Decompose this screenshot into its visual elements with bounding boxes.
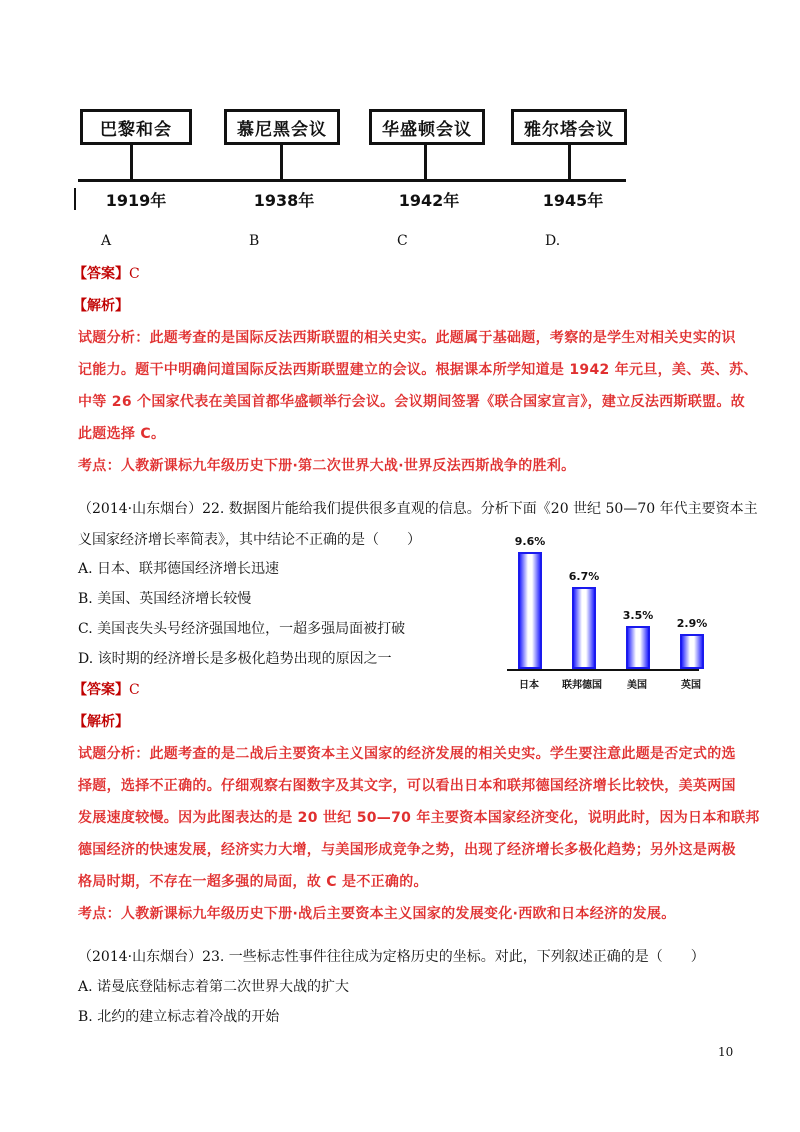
chart-baseline [507, 669, 699, 671]
timeline-year: 1945年 [542, 191, 604, 210]
timeline-event-paris [80, 109, 192, 145]
timeline-event-munich [224, 109, 340, 145]
analysis-tag: 【解析】 [73, 298, 129, 314]
analysis-line: 发展速度较慢。因为此图表达的是 20 世纪 50—70 年主要资本国家经济变化，说明此时，因为日本和联邦 [78, 810, 760, 826]
chart-bar [680, 634, 704, 669]
kaodian-line: 考点：人教新课标九年级历史下册·战后主要资本主义国家的发展变化·西欧和日本经济的发展。 [78, 906, 676, 922]
answer-tag: 【答案】 [73, 682, 129, 698]
analysis-line: 试题分析：此题考查的是国际反法西斯联盟的相关史实。此题属于基础题，考察的是学生对相关史实的识 [78, 330, 736, 346]
chart-category-label: 联邦德国 [562, 680, 602, 691]
timeline-stem [424, 145, 427, 181]
event-label: 慕尼黑会议 [237, 119, 327, 140]
event-label: 雅尔塔会议 [524, 119, 614, 140]
option-line: C. 美国丧失头号经济强国地位，一超多强局面被打破 [78, 621, 406, 637]
timeline-year: 1919年 [105, 191, 167, 210]
analysis-line: 中等 26 个国家代表在美国首都华盛顿举行会议。会议期间签署《联合国家宣言》，建立反法西斯联盟。故 [78, 394, 745, 410]
answer-value: C [129, 266, 140, 282]
analysis-line: 试题分析：此题考查的是二战后主要资本主义国家的经济发展的相关史实。学生要注意此题是否定式的选 [78, 746, 736, 762]
answer-value: C [129, 682, 140, 698]
chart-category-label: 英国 [681, 680, 701, 691]
timeline-left-tick [74, 188, 76, 210]
timeline-stem [130, 145, 133, 181]
question-stem: （2014·山东烟台）22. 数据图片能给我们提供很多直观的信息。分析下面《20 世纪 50—70 年代主要资本主 [78, 501, 758, 517]
option-line: D. 该时期的经济增长是多极化趋势出现的原因之一 [78, 651, 392, 667]
analysis-tag: 【解析】 [73, 714, 129, 730]
analysis-line: 格局时期，不存在一超多强的局面，故 C 是不正确的。 [78, 874, 428, 890]
timeline-year: 1938年 [253, 191, 315, 210]
option-line: B. 美国、英国经济增长较慢 [78, 591, 252, 607]
answer-line [73, 263, 140, 283]
analysis-line: 择题，选择不正确的。仔细观察右图数字及其文字，可以看出日本和联邦德国经济增长比较快，美英两国 [78, 778, 736, 794]
option-c: C [397, 233, 408, 249]
option-a: A [101, 233, 112, 249]
option-line: A. 诺曼底登陆标志着第二次世界大战的扩大 [78, 979, 350, 995]
question-stem: （2014·山东烟台）23. 一些标志性事件往往成为定格历史的坐标。对此，下列叙述正确的是（ ） [78, 949, 705, 965]
event-label: 巴黎和会 [100, 119, 172, 140]
timeline-stem [568, 145, 571, 181]
question-stem: 义国家经济增长率简表》，其中结论不正确的是（ ） [78, 532, 421, 548]
analysis-line: 记能力。题干中明确问道国际反法西斯联盟建立的会议。根据课本所学知道是 1942 年元旦，美、英、苏、 [78, 362, 758, 378]
kaodian-line: 考点：人教新课标九年级历史下册·第二次世界大战·世界反法西斯战争的胜利。 [78, 458, 576, 474]
chart-value-label: 3.5% [622, 609, 654, 622]
chart-category-label: 美国 [627, 680, 647, 691]
option-line: B. 北约的建立标志着冷战的开始 [78, 1009, 280, 1025]
timeline-year: 1942年 [398, 191, 460, 210]
timeline-axis [78, 179, 626, 182]
answer-line [73, 679, 140, 699]
timeline-event-washington [369, 109, 485, 145]
chart-category-label: 日本 [519, 680, 539, 691]
option-b: B [249, 233, 260, 249]
chart-bar [572, 587, 596, 669]
analysis-line: 此题选择 C。 [78, 426, 166, 442]
analysis-line: 德国经济的快速发展，经济实力大增，与美国形成竞争之势，出现了经济增长多极化趋势；另外这是两极 [78, 842, 736, 858]
chart-bar [518, 552, 542, 669]
chart-value-label: 6.7% [568, 570, 600, 583]
timeline-event-yalta [511, 109, 627, 145]
timeline-stem [280, 145, 283, 181]
chart-value-label: 2.9% [676, 617, 708, 630]
chart-bar [626, 626, 650, 669]
answer-tag: 【答案】 [73, 266, 129, 282]
event-label: 华盛顿会议 [382, 119, 472, 140]
option-d: D. [545, 233, 561, 249]
chart-value-label: 9.6% [514, 535, 546, 548]
page-number: 10 [718, 1045, 734, 1059]
option-line: A. 日本、联邦德国经济增长迅速 [78, 561, 280, 577]
